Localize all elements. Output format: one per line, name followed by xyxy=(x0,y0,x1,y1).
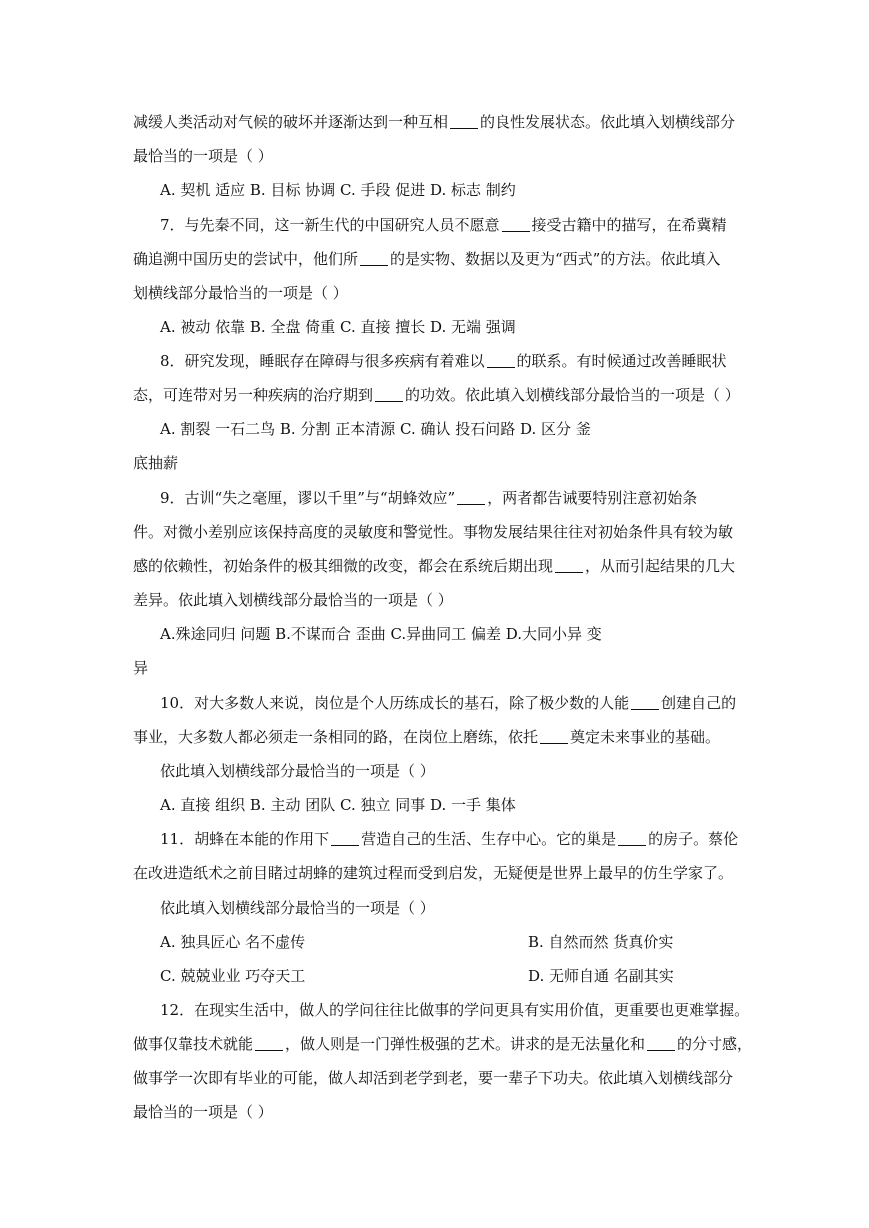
q9-options-cont: 异 xyxy=(133,659,149,677)
q10-options: A. 直接 组织 B. 主动 团队 C. 独立 同事 D. 一手 集体 xyxy=(160,796,516,814)
q9-line-2: 件。对微小差别应该保持高度的灵敏度和警觉性。事物发展结果往往对初始条件具有较为敏 xyxy=(133,523,734,541)
q12-line-3: 做事学一次即有毕业的可能，做人却活到老学到老，要一辈子下功夫。依此填入划横线部分 xyxy=(133,1069,734,1087)
q11-line-2: 在改进造纸术之前目睹过胡蜂的建筑过程而受到启发，无疑便是世界上最早的仿生学家了。 xyxy=(133,864,734,882)
answer-blank xyxy=(487,353,515,368)
answer-blank xyxy=(502,217,530,232)
q11-line-1 xyxy=(160,829,738,849)
q11-option-b: B. 自然而然 货真价实 xyxy=(528,933,674,951)
q11-option-d: D. 无师自通 名副其实 xyxy=(528,967,674,985)
q12-text-b: ，做人则是一门弹性极强的艺术。讲求的是无法量化和 xyxy=(285,1035,646,1053)
q7-line-1 xyxy=(160,215,727,235)
q9-text-a: 9．古训“失之毫厘，谬以千里”与“胡蜂效应” xyxy=(160,489,456,507)
answer-blank xyxy=(255,1036,283,1051)
q7-text-d: 的是实物、数据以及更为“西式”的方法。依此填入 xyxy=(390,250,721,268)
q9-text-d: ，从而引起结果的几大 xyxy=(585,557,736,575)
q7-text-c: 确追溯中国历史的尝试中，他们所 xyxy=(133,250,359,268)
q8-text-b: 的联系。有时候通过改善睡眠状 xyxy=(516,352,727,370)
q7-line-2 xyxy=(133,249,720,269)
q6-text-a: 减缓人类活动对气候的破坏并逐渐达到一种互相 xyxy=(133,113,449,131)
q8-line-2 xyxy=(133,385,740,405)
q12-text-c: 的分寸感， xyxy=(677,1035,753,1053)
q11-text-b: 营造自己的生活、生存中心。它的巢是 xyxy=(361,830,617,848)
q9-line-4: 差异。依此填入划横线部分最恰当的一项是（ ） xyxy=(133,591,453,609)
q6-options: A. 契机 适应 B. 目标 协调 C. 手段 促进 D. 标志 制约 xyxy=(160,181,516,199)
answer-blank xyxy=(450,114,478,129)
q12-line-4: 最恰当的一项是（ ） xyxy=(133,1103,273,1121)
q9-options: A.殊途同归 问题 B.不谋而合 歪曲 C.异曲同工 偏差 D.大同小异 变 xyxy=(160,625,602,643)
q10-line-2 xyxy=(133,727,720,747)
answer-blank xyxy=(647,1036,675,1051)
q6-line-2: 最恰当的一项是（ ） xyxy=(133,147,273,165)
q8-options-cont: 底抽薪 xyxy=(133,454,179,472)
q11-line-3: 依此填入划横线部分最恰当的一项是（ ） xyxy=(160,899,435,917)
q10-text-a: 10．对大多数人来说，岗位是个人历练成长的基石，除了极少数的人能 xyxy=(160,694,630,712)
q9-text-b: ，两者都告诫要特别注意初始条 xyxy=(487,489,698,507)
q12-text-a: 做事仅靠技术就能 xyxy=(133,1035,254,1053)
q8-options: A. 割裂 一石二鸟 B. 分割 正本清源 C. 确认 投石问路 D. 区分 釜 xyxy=(160,420,591,438)
answer-blank xyxy=(360,251,388,266)
q6-line-1 xyxy=(133,112,735,132)
q7-line-3: 划横线部分最恰当的一项是（ ） xyxy=(133,284,348,302)
answer-blank xyxy=(540,729,568,744)
answer-blank xyxy=(331,831,359,846)
q10-line-1 xyxy=(160,693,736,713)
q7-text-a: 7．与先秦不同，这一新生代的中国研究人员不愿意 xyxy=(160,216,500,234)
q8-line-1 xyxy=(160,351,727,371)
q8-text-c: 态，可连带对另一种疾病的治疗期到 xyxy=(133,386,374,404)
q8-text-d: 的功效。依此填入划横线部分最恰当的一项是（ ） xyxy=(405,386,740,404)
q6-text-b: 的良性发展状态。依此填入划横线部分 xyxy=(480,113,736,131)
answer-blank xyxy=(618,831,646,846)
q7-options: A. 被动 依靠 B. 全盘 倚重 C. 直接 擅长 D. 无端 强调 xyxy=(160,318,516,336)
answer-blank xyxy=(457,490,485,505)
q11-option-a: A. 独具匠心 名不虚传 xyxy=(160,933,306,951)
q12-line-1: 12．在现实生活中，做人的学问往往比做事的学问更具有实用价值，更重要也更难掌握。 xyxy=(160,1001,750,1019)
q10-text-c: 事业，大多数人都必须走一条相同的路，在岗位上磨练，依托 xyxy=(133,728,539,746)
answer-blank xyxy=(375,387,403,402)
q9-line-3 xyxy=(133,556,735,576)
q12-line-2 xyxy=(133,1034,752,1054)
q11-text-a: 11．胡蜂在本能的作用下 xyxy=(160,830,330,848)
q11-option-c: C. 兢兢业业 巧夺天工 xyxy=(160,967,306,985)
q8-text-a: 8．研究发现，睡眠存在障碍与很多疾病有着难以 xyxy=(160,352,485,370)
q10-text-b: 创建自己的 xyxy=(661,694,737,712)
answer-blank xyxy=(555,558,583,573)
answer-blank xyxy=(631,695,659,710)
q9-text-c: 感的依赖性，初始条件的极其细微的改变，都会在系统后期出现 xyxy=(133,557,554,575)
q7-text-b: 接受古籍中的描写，在希冀精 xyxy=(531,216,727,234)
q11-text-c: 的房子。蔡伦 xyxy=(648,830,739,848)
q9-line-1 xyxy=(160,488,697,508)
q10-line-3: 依此填入划横线部分最恰当的一项是（ ） xyxy=(160,762,435,780)
q10-text-d: 奠定未来事业的基础。 xyxy=(570,728,721,746)
